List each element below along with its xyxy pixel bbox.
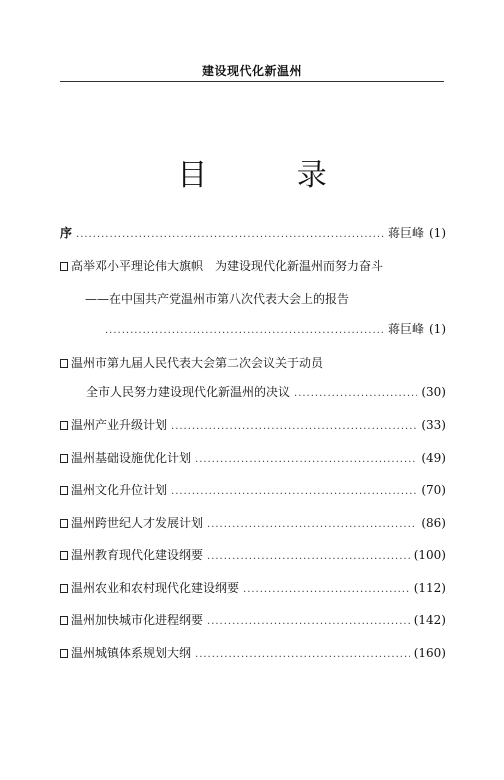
checkbox-square-icon [60,649,68,658]
toc-entry[interactable] [60,450,446,468]
toc-entry[interactable] [60,417,446,435]
toc-entry-label: 序 [60,226,73,240]
toc-entry-label: 温州产业升级计划 [71,418,168,432]
toc-entry-resolution-line1[interactable] [60,355,446,371]
toc-entry-report-line1[interactable] [60,258,446,274]
header-rule [60,81,444,82]
dot-leader [243,582,410,598]
dot-leader [171,419,417,435]
toc-entry-page: (112) [413,581,446,595]
toc-entry-report-line2 [85,291,446,307]
toc-entry-label: 全市人民努力建设现代化新温州的决议 [86,385,291,399]
toc-entry-label: 温州农业和农村现代化建设纲要 [71,581,240,595]
checkbox-square-icon [60,616,68,625]
toc-entry[interactable] [60,515,446,533]
checkbox-square-icon [60,486,68,495]
toc-entry-label: 温州基础设施优化计划 [71,451,192,465]
checkbox-square-icon [60,584,68,593]
running-header: 建设现代化新温州 [201,64,302,78]
dot-leader [195,647,410,663]
toc-entry-page: (160) [413,646,446,660]
toc-entry-page: (100) [413,548,446,562]
toc-entry-page: (1) [429,226,446,240]
checkbox-square-icon [60,262,68,271]
toc-entry-subtitle: ——在中国共产党温州市第八次代表大会上的报告 [85,292,350,306]
toc-entry-page: (142) [413,613,446,627]
toc-entry[interactable] [60,612,446,630]
checkbox-square-icon [60,454,68,463]
toc-entry-page: (86) [421,516,446,530]
toc-entry-page: (33) [421,418,446,432]
dot-leader [207,517,417,533]
dot-leader [195,452,417,468]
toc-entry[interactable] [60,547,446,565]
toc-entry-label: 温州市第九届人民代表大会第二次会议关于动员 [71,356,324,370]
toc-entry-label: 温州跨世纪人才发展计划 [71,516,204,530]
dot-leader [207,549,410,565]
dot-leader [207,614,410,630]
toc-entry[interactable] [60,645,446,663]
toc-entry[interactable] [60,482,446,500]
dot-leader [171,484,417,500]
toc-entry-resolution-line2[interactable] [86,384,446,402]
toc-entry-label: 温州城镇体系规划大纲 [71,646,192,660]
toc-entry-label: 温州加快城市化进程纲要 [71,613,204,627]
dot-leader [294,386,417,402]
toc-entry-page: (1) [429,322,446,336]
checkbox-square-icon [60,519,68,528]
toc-entry-report-line3[interactable] [105,321,446,339]
checkbox-square-icon [60,359,68,368]
toc-entry-page: (70) [421,483,446,497]
toc-entry-page: (49) [421,451,446,465]
dot-leader [76,227,384,243]
toc-entry[interactable] [60,580,446,598]
toc-entry-label: 温州文化升位计划 [71,483,168,497]
toc-entry-author: 蒋巨峰 [387,322,424,336]
page-title: 目 录 [177,158,367,193]
toc-entry-label: 高举邓小平理论伟大旗帜 为建设现代化新温州而努力奋斗 [71,259,384,273]
checkbox-square-icon [60,551,68,560]
toc-entry-preface[interactable] [60,225,446,243]
toc-entry-author: 蒋巨峰 [387,226,424,240]
dot-leader [105,323,384,339]
toc-entry-page: (30) [421,385,446,399]
toc-entry-label: 温州教育现代化建设纲要 [71,548,204,562]
checkbox-square-icon [60,421,68,430]
